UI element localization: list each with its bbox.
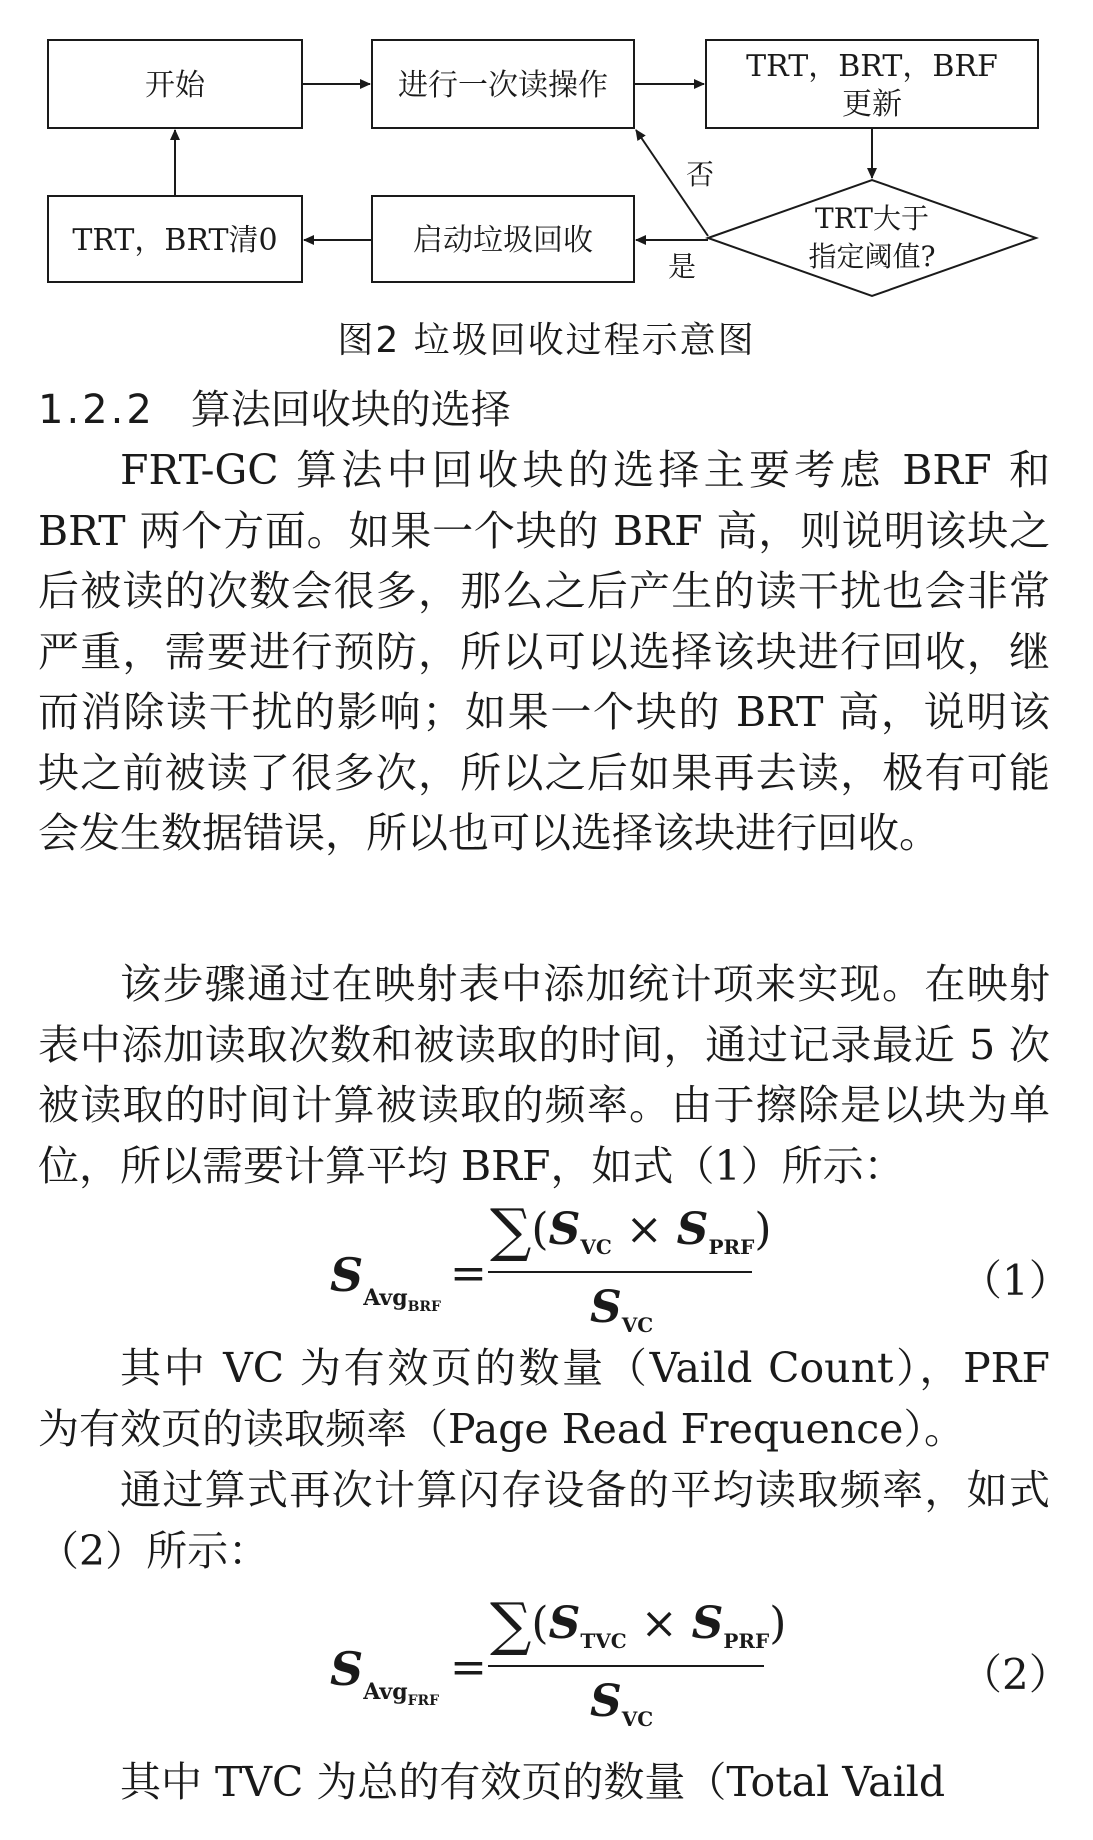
section-number: 1.2.2	[38, 387, 155, 433]
paragraph-1: FRT-GC 算法中回收块的选择主要考虑 BRF 和 BRT 两个方面。如果一个块的 BRF 高，则说明该块之后被读的次数会很多，那么之后产生的读干扰也会非常严重，需要进行预防，所以可以选择该块进行回收，继而消除读干扰的影响；如果一个块的 BRT 高，说明该块之前被读了很多次，所以之后如果再去读，极有可能会发生数据错误，所以也可以选择该块进行回收。	[38, 446, 1050, 857]
formula-1-numerator: $\sum(S_{VC} \times S_{PRF})$	[490, 1196, 772, 1264]
paragraph-2: 该步骤通过在映射表中添加统计项来实现。在映射表中添加读取次数和被读取的时间，通过记录最近 5 次被读取的时间计算被读取的频率。由于擦除是以块为单位，所以需要计算平均 BRF，如式（1）所示：	[38, 960, 1050, 1190]
formula-2-lhs: $S_{Avg_{FRF}}$	[330, 1642, 440, 1709]
formula-1-denominator: $S_{VC}$	[590, 1282, 654, 1337]
formula-2-number: （2）	[960, 1650, 1071, 1699]
formula-2-numerator: $\sum(S_{TVC} \times S_{PRF})$	[490, 1590, 787, 1658]
clear-label: TRT，BRT清0	[72, 223, 278, 258]
section-heading	[38, 378, 511, 435]
decision-diamond	[708, 180, 1036, 296]
decision-label-line1: TRT大于	[815, 202, 929, 235]
update-label-line2: 更新	[842, 87, 902, 122]
paragraph-5: 其中 TVC 为总的有效页的数量（Total Vaild	[120, 1758, 946, 1806]
formula-2-fraction-bar	[488, 1665, 764, 1667]
flowchart-figure	[0, 0, 1093, 300]
formula-1: $S_{Avg_{BRF}}$ = $\sum(S_{VC} \times S_{PRF})$ $S_{VC}$ （1）	[330, 1196, 1071, 1337]
start-label: 开始	[145, 68, 205, 103]
update-label-line1: TRT，BRT，BRF	[746, 49, 998, 84]
decision-label-line2: 指定阈值?	[808, 240, 936, 273]
formula-1-lhs: $S_{Avg_{BRF}}$	[330, 1248, 441, 1315]
gc-label: 启动垃圾回收	[413, 223, 593, 258]
figure-caption: 图2 垃圾回收过程示意图	[337, 320, 756, 361]
edge-label-no: 否	[686, 158, 715, 191]
formula-2: $S_{Avg_{FRF}}$ = $\sum(S_{TVC} \times S_{PRF})$ $S_{VC}$ （2）	[330, 1590, 1071, 1731]
formula-2-denominator: $S_{VC}$	[590, 1676, 654, 1731]
edge-label-yes: 是	[668, 250, 697, 283]
formula-1-number: （1）	[960, 1256, 1071, 1305]
read-op-label: 进行一次读操作	[398, 68, 608, 103]
paragraph-4: 通过算式再次计算闪存设备的平均读取频率，如式（2）所示：	[38, 1466, 1050, 1575]
formula-1-fraction-bar	[488, 1271, 752, 1273]
paragraph-3: 其中 VC 为有效页的数量（Vaild Count），PRF 为有效页的读取频率（Page Read Frequence）。	[38, 1344, 1050, 1453]
section-title: 算法回收块的选择	[190, 387, 511, 433]
